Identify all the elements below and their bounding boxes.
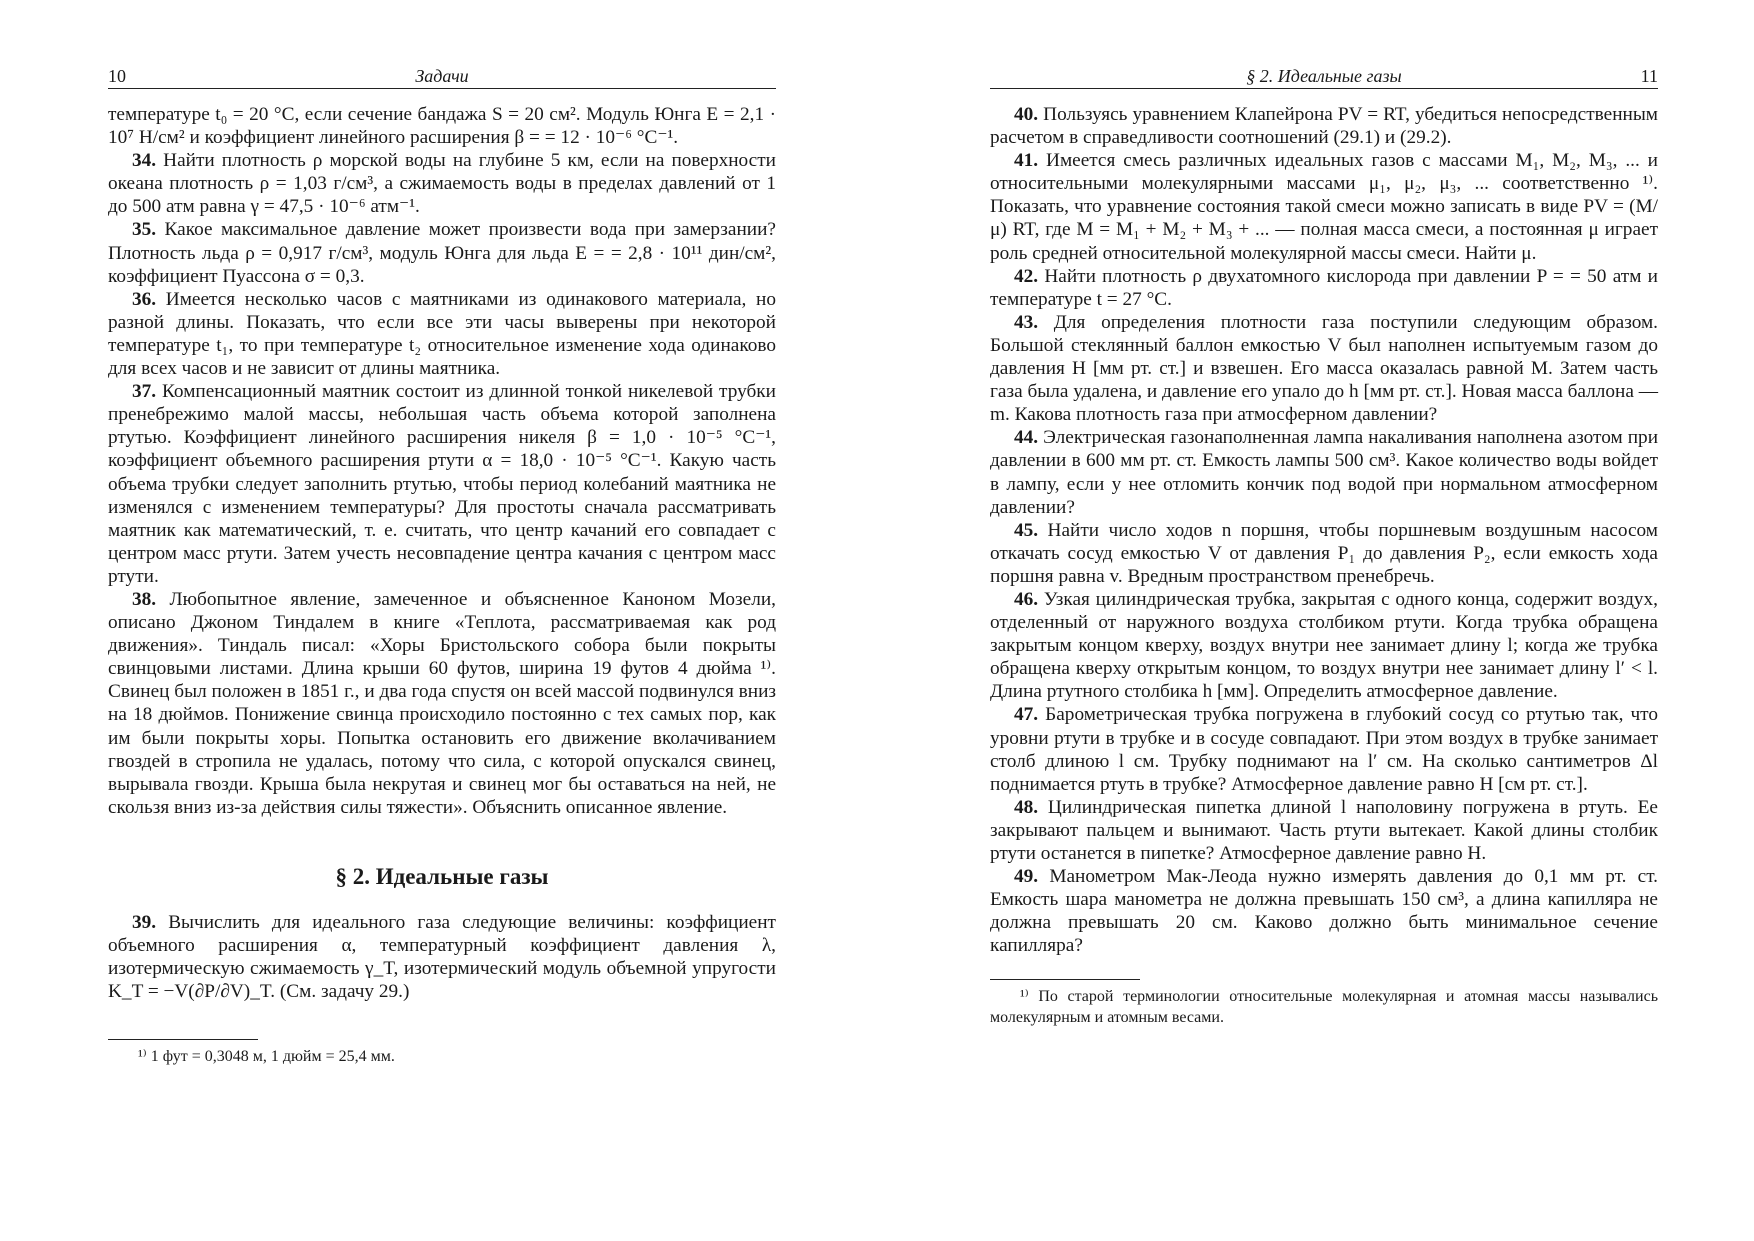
problem-40 [990, 103, 1658, 149]
problem-49 [990, 865, 1658, 957]
problem-text: Пользуясь уравнением Клапейрона PV = RT, убедиться непосредственным расчетом в справедливости соотношений (29.1) и (29.2). [990, 104, 1658, 149]
page-header [108, 62, 776, 89]
running-head: Задачи [415, 66, 469, 86]
page-header [990, 62, 1658, 89]
problem-text: Электрическая газонаполненная лампа накаливания наполнена азотом при давлении в 600 мм рт. ст. Емкость лампы 500 см³. Какое количество воды войдет в лампу, если у нее отломить кончик под водой при нормальном атмосферном давлении? [990, 427, 1659, 518]
paragraph-text: температуре t₀ = 20 °C, если сечение бандажа S = 20 см². Модуль Юнга E = 2,1 · 10⁷ Н/см² и коэффициент линейного расширения β = = 12 · 10⁻⁶ °C⁻¹. [108, 104, 776, 149]
problem-42 [990, 265, 1658, 311]
problem-34 [108, 149, 776, 218]
problem-36 [108, 288, 776, 380]
paragraph [108, 103, 776, 149]
problem-35 [108, 218, 776, 287]
problem-number: 43. [1014, 311, 1039, 333]
problem-number: 40. [1014, 104, 1039, 125]
problem-text: Имеется смесь различных идеальных газов с массами M₁, M₂, M₃, ... и относительными молекулярными массами μ₁, μ₂, μ₃, ... соответственно ¹⁾. Показать, что уравнение состояния такой смеси можно записать в виде PV = (M/μ) RT, где M = M₁ + M₂ + M₃ + ... — полная масса смеси, а постоянная μ играет роль средней относительной молекулярной массы смеси. Найти μ. [990, 150, 1659, 264]
problem-39 [108, 911, 776, 1003]
page-body [990, 103, 1658, 957]
problem-text: Найти плотность ρ морской воды на глубине 5 км, если на поверхности океана плотность ρ = 1,03 г/см³, а сжимаемость воды в пределах давлений от 1 до 500 атм равна γ = 47,5 · 10⁻⁶ атм⁻¹. [108, 150, 776, 218]
problem-44 [990, 426, 1658, 518]
page-number: 11 [1640, 66, 1658, 86]
problem-number: 42. [1014, 265, 1039, 287]
problem-number: 39. [132, 911, 157, 933]
problem-37 [108, 380, 776, 588]
problem-number: 37. [132, 381, 157, 403]
problem-47 [990, 703, 1658, 795]
section-title: § 2. Идеальные газы [335, 863, 549, 889]
problem-number: 45. [1014, 519, 1039, 541]
problem-text: Цилиндрическая пипетка длиной l наполовину погружена в ртуть. Ее закрывают пальцем и вынимают. Часть ртути вытекает. Какой длины столбик ртути останется в пипетке? Атмосферное давление равно H. [990, 796, 1658, 864]
problem-text: Манометром Мак-Леода нужно измерять давления до 0,1 мм рт. ст. Емкость шара манометра не должна превышать 150 см³, а длина капилляра не должна превышать 20 см. Каково должно быть минимальное сечение капилляра? [990, 866, 1658, 957]
problem-text: Барометрическая трубка погружена в глубокий сосуд со ртутью так, что уровни ртути в трубке и в сосуде совпадают. При этом воздух в трубке занимает столб длиною l см. Трубку поднимают на l′ см. На сколько сантиметров Δl поднимается ртуть в трубке? Атмосферное давление равно H [см рт. ст.]. [990, 704, 1658, 795]
page-number: 10 [108, 66, 126, 86]
problem-45 [990, 519, 1658, 588]
footnote-divider [990, 979, 1140, 980]
footnote: ¹⁾ По старой терминологии относительные молекулярная и атомная массы назывались молекулярным и атомным весами. [990, 988, 1658, 1027]
problem-text: Любопытное явление, замеченное и объясненное Каноном Мозели, описано Джоном Тиндалем в книге «Теплота, рассматриваемая как род движения». Тиндаль писал: «Хоры Бристольского собора были покрыты свинцовыми листами. Длина крыши 60 футов, ширина 19 футов 4 дюйма ¹⁾. Свинец был положен в 1851 г., и два года спустя он всей массой подвинулся вниз на 18 дюймов. Понижение свинца происходило постоянно с тех самых пор, как им были покрыты хоры. Попытка остановить его движение вколачиванием гвоздей в стропила не удалась, потому что сила, с которой опускался свинец, вырывала гвозди. Крыша была некрутая и свинец мог бы оставаться на ней, не скользя вниз из-за действия силы тяжести». Объяснить описанное явление. [108, 588, 776, 818]
problem-text: Для определения плотности газа поступили следующим образом. Большой стеклянный баллон емкостью V был наполнен испытуемым газом до давления H [мм рт. ст.] и взвешен. Его масса оказалась равной M. Затем часть газа была удалена, и давление его упало до h [мм рт. ст.]. Новая масса баллона — m. Какова плотность газа при атмосферном давлении? [990, 311, 1659, 426]
problem-number: 48. [1014, 796, 1039, 818]
problem-text: Найти плотность ρ двухатомного кислорода при давлении P = = 50 атм и температуре t = 27 °C. [990, 265, 1658, 310]
problem-number: 49. [1014, 866, 1039, 888]
problem-46 [990, 588, 1658, 703]
problem-number: 41. [1014, 150, 1039, 172]
problem-text: Найти число ходов n поршня, чтобы поршневым воздушным насосом откачать сосуд емкостью V от давления P₁ до давления P₂, если емкость хода поршня равна v. Вредным пространством пренебречь. [990, 519, 1658, 587]
problem-text: Какое максимальное давление может произвести вода при замерзании? Плотность льда ρ = 0,917 г/см³, модуль Юнга для льда E = = 2,8 · 10¹¹ дин/см², коэффициент Пуассона σ = 0,3. [108, 219, 776, 287]
problem-text: Узкая цилиндрическая трубка, закрытая с одного конца, содержит воздух, отделенный от наружного воздуха столбиком ртути. Когда трубка обращена закрытым концом кверху, воздух внутри нее занимает длину l; когда же трубка обращена кверху открытым концом, то воздух внутри нее занимает длину l′ < l. Длина ртутного столбика h [мм]. Определить атмосферное давление. [990, 588, 1658, 703]
problem-text: Вычислить для идеального газа следующие величины: коэффициент объемного расширения α, температурный коэффициент давления λ, изотермическую сжимаемость γ_T, изотермический модуль объемной упругости K_T = −V(∂P/∂V)_T. (См. задачу 29.) [108, 911, 776, 1003]
footnote: ¹⁾ 1 фут = 0,3048 м, 1 дюйм = 25,4 мм. [138, 1048, 395, 1066]
problem-text: Имеется несколько часов с маятниками из одинакового материала, но разной длины. Показать, что если все эти часы выверены при некоторой температуре t₁, то при температуре t₂ относительное изменение хода одинаково для всех часов и не зависит от длины маятника. [108, 288, 776, 380]
running-head: § 2. Идеальные газы [1246, 66, 1402, 86]
right-page [990, 62, 1658, 1028]
problem-number: 47. [1014, 704, 1039, 726]
problem-41 [990, 149, 1658, 264]
problem-48 [990, 796, 1658, 865]
problem-number: 34. [132, 150, 157, 172]
problem-38 [108, 588, 776, 819]
footnote-divider [108, 1039, 258, 1040]
problem-number: 44. [1014, 427, 1039, 449]
problem-number: 36. [132, 288, 157, 310]
problem-43 [990, 311, 1658, 426]
problem-number: 46. [1014, 588, 1039, 610]
problem-number: 38. [132, 588, 157, 610]
left-page [108, 62, 776, 1067]
page-body [108, 103, 776, 1003]
problem-text: Компенсационный маятник состоит из длинной тонкой никелевой трубки пренебрежимо малой массы, небольшая часть объема которой заполнена ртутью. Коэффициент линейного расширения никеля β = 1,0 · 10⁻⁵ °C⁻¹, коэффициент объемного расширения ртути α = 18,0 · 10⁻⁵ °C⁻¹. Какую часть объема трубки следует заполнить ртутью, чтобы период колебаний маятника не изменялся с изменением температуры? Для простоты сначала рассматривать маятник как математический, т. е. считать, что центр качаний его совпадает с центром масс ртути. Затем учесть несовпадение центра качания с центром масс ртути. [108, 381, 776, 587]
problem-number: 35. [132, 219, 157, 241]
